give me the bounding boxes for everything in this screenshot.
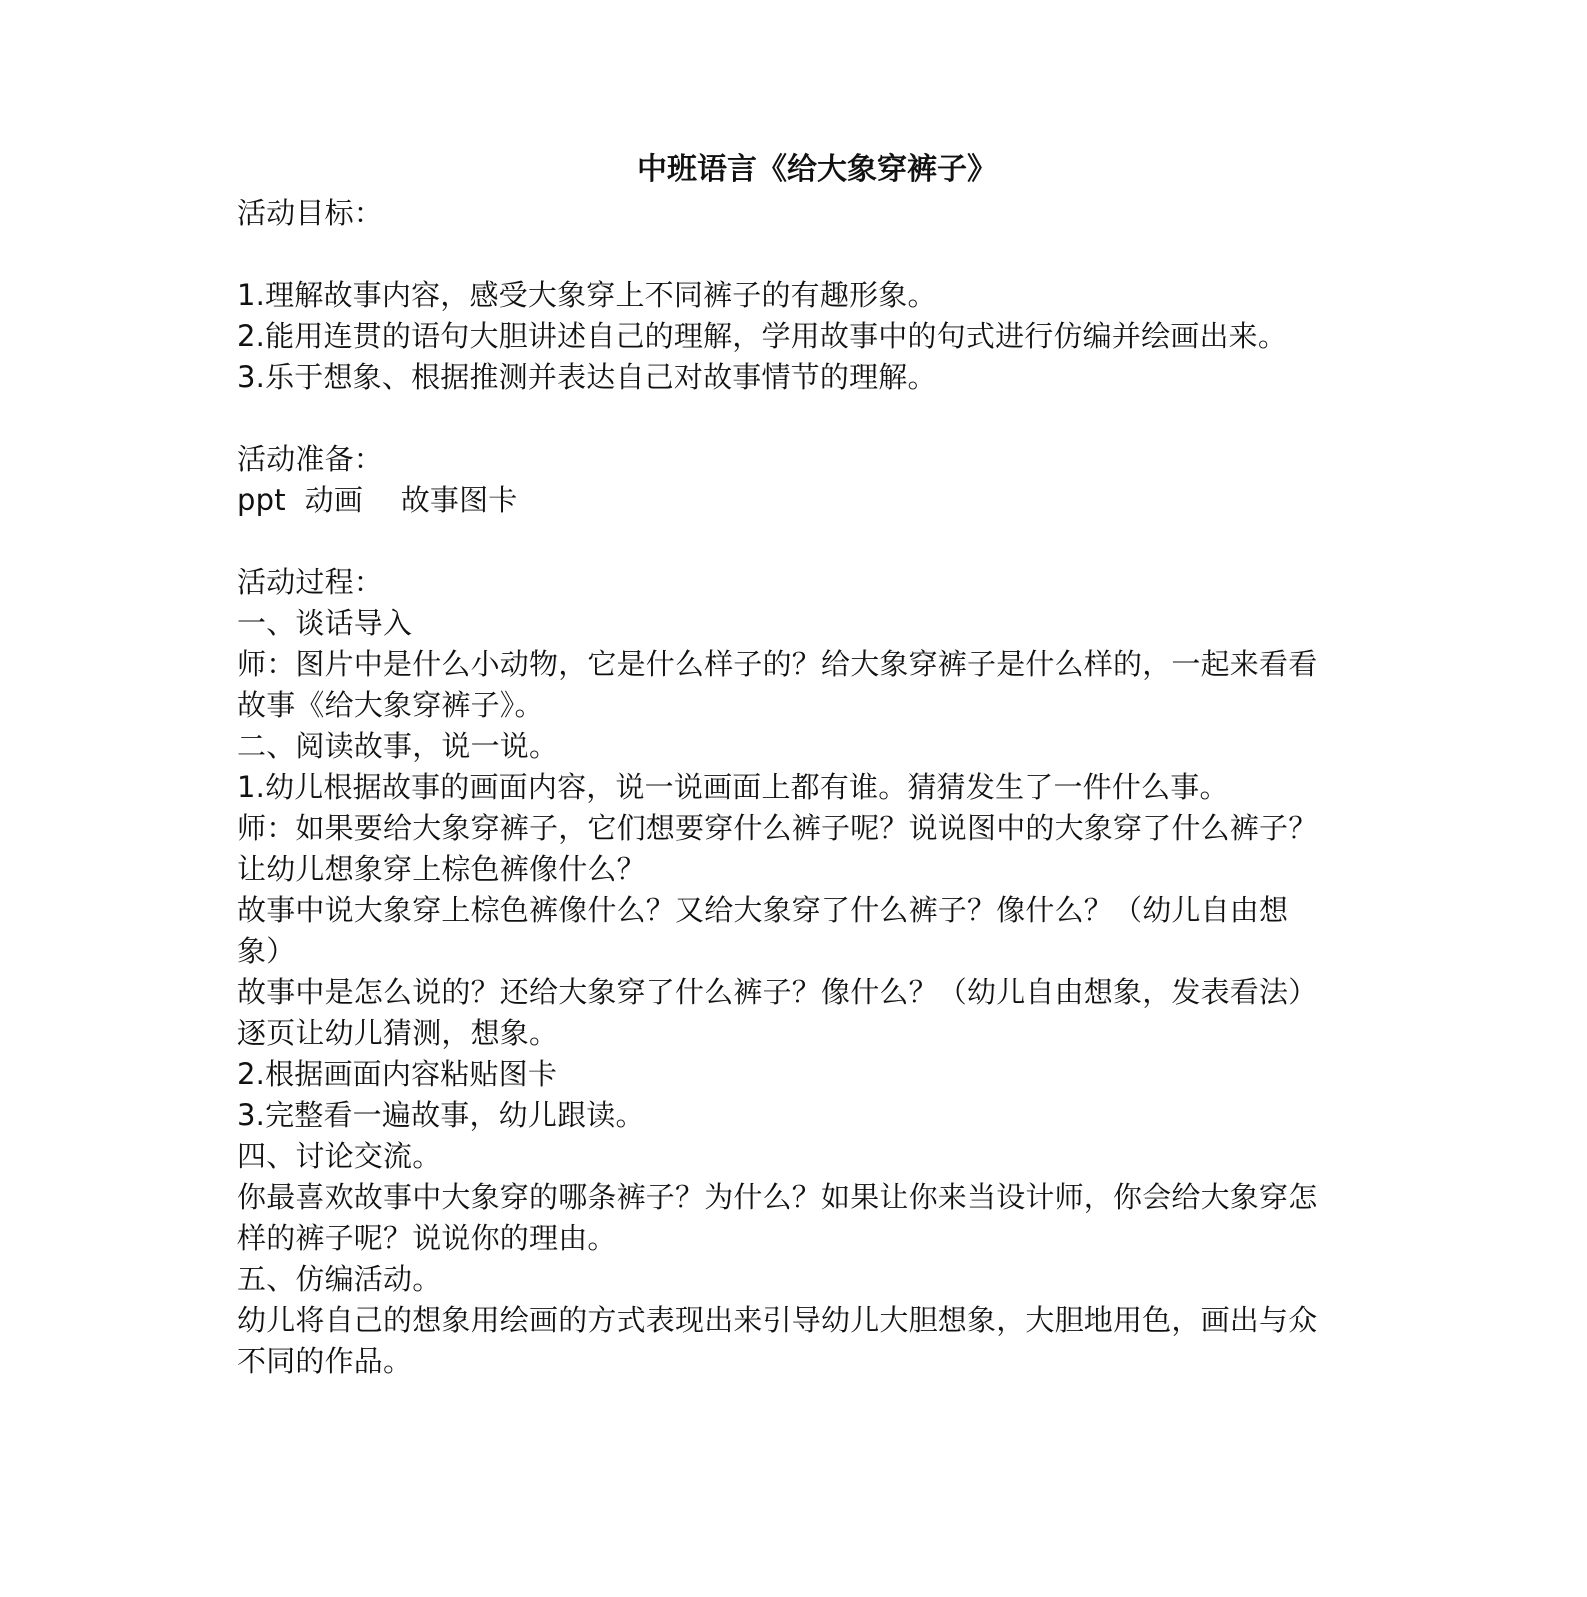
- section-2-paragraph-6: 2.根据画面内容粘贴图卡: [237, 1057, 558, 1091]
- document-title: 中班语言《给大象穿裤子》: [637, 152, 997, 187]
- goal-item-3: 3.乐于想象、根据推测并表达自己对故事情节的理解。: [237, 360, 937, 394]
- goal-item-1: 1.理解故事内容，感受大象穿上不同裤子的有趣形象。: [237, 278, 937, 312]
- section-5-paragraph: 幼儿将自己的想象用绘画的方式表现出来引导幼儿大胆想象，大胆地用色，画出与众不同的作品。: [237, 1303, 1318, 1378]
- section-2-paragraph-4: 故事中是怎么说的？还给大象穿了什么裤子？像什么？（幼儿自由想象，发表看法）: [237, 975, 1318, 1009]
- section-5-heading: 五、仿编活动。: [237, 1262, 442, 1296]
- blank-line: [237, 521, 1337, 562]
- preparation-heading: 活动准备：: [237, 442, 384, 476]
- section-2-paragraph-7: 3.完整看一遍故事，幼儿跟读。: [237, 1098, 645, 1132]
- process-heading: 活动过程：: [237, 565, 384, 599]
- blank-line: [237, 398, 1337, 439]
- section-4-heading: 四、讨论交流。: [237, 1139, 442, 1173]
- section-2-paragraph-3: 故事中说大象穿上棕色裤像什么？又给大象穿了什么裤子？像什么？（幼儿自由想象）: [237, 893, 1289, 968]
- preparation-content: ppt 动画 故事图卡: [237, 483, 518, 517]
- section-2-paragraph-1: 1.幼儿根据故事的画面内容，说一说画面上都有谁。猜猜发生了一件什么事。: [237, 770, 1229, 804]
- document-page: [237, 147, 1337, 1382]
- section-4-paragraph: 你最喜欢故事中大象穿的哪条裤子？为什么？如果让你来当设计师，你会给大象穿怎样的裤子呢？说说你的理由。: [237, 1180, 1318, 1255]
- blank-line: [237, 234, 1337, 275]
- goals-heading: 活动目标：: [237, 196, 384, 230]
- section-2-paragraph-2: 师：如果要给大象穿裤子，它们想要穿什么裤子呢？说说图中的大象穿了什么裤子？让幼儿想象穿上棕色裤像什么？: [237, 811, 1318, 886]
- section-2-paragraph-5: 逐页让幼儿猜测，想象。: [237, 1016, 559, 1050]
- section-1-paragraph: 师：图片中是什么小动物，它是什么样子的？给大象穿裤子是什么样的，一起来看看故事《给大象穿裤子》。: [237, 647, 1318, 722]
- goal-item-2: 2.能用连贯的语句大胆讲述自己的理解，学用故事中的句式进行仿编并绘画出来。: [237, 319, 1288, 353]
- section-2-heading: 二、阅读故事，说一说。: [237, 729, 559, 763]
- section-1-heading: 一、谈话导入: [237, 606, 413, 640]
